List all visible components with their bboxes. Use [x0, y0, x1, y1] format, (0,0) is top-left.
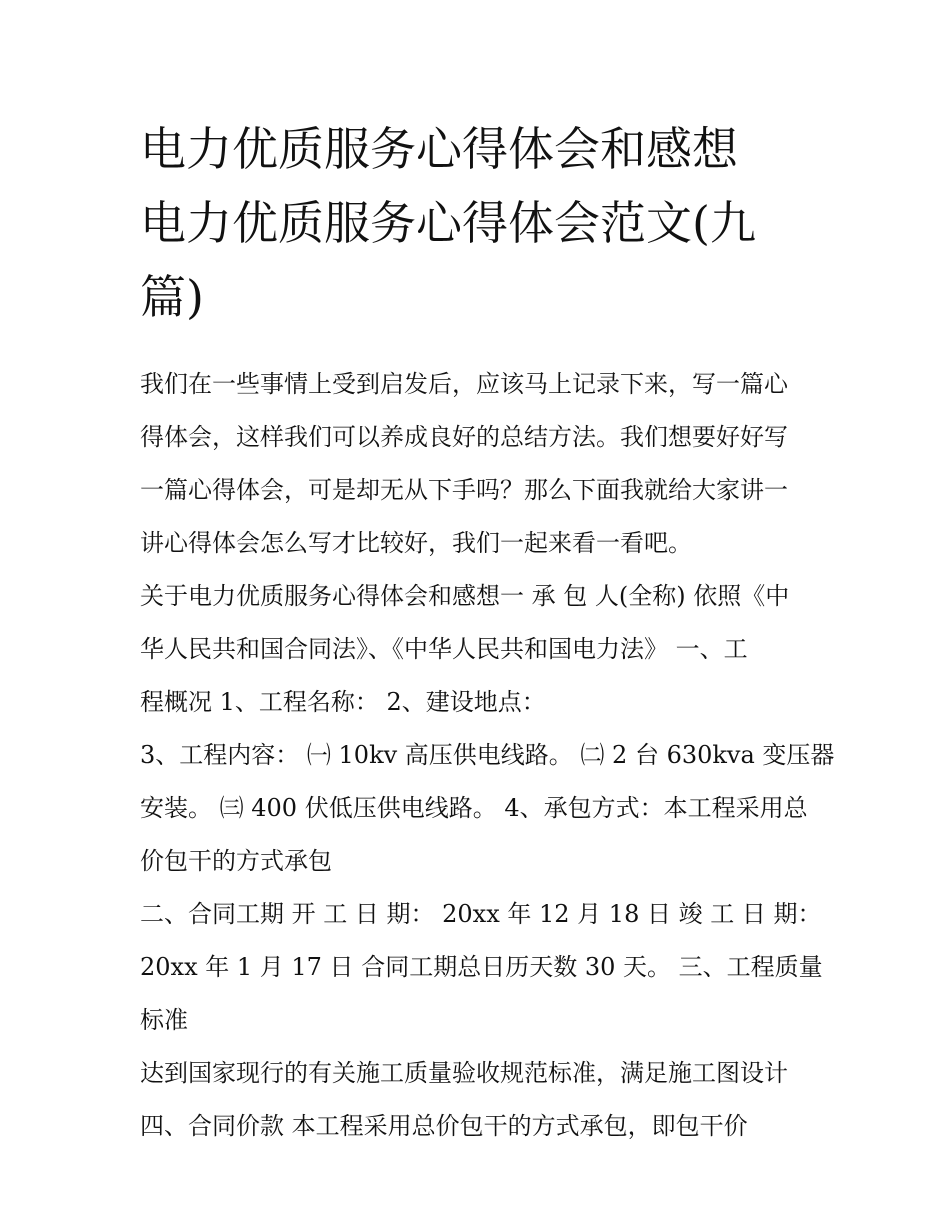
- text-line: 标准: [140, 1006, 188, 1034]
- title-line: 电力优质服务心得体会范文(九: [140, 196, 756, 250]
- text-line: 程概况 1、工程名称： 2、建设地点：: [140, 688, 546, 716]
- paragraph-contract-basis: [140, 570, 830, 729]
- document-page: [140, 112, 835, 1153]
- text-line: 价包干的方式承包: [140, 847, 332, 875]
- text-line: 安装。 ㈢ 400 伏低压供电线路。 4、承包方式：本工程采用总: [140, 794, 808, 822]
- paragraph-quality-price: [140, 1047, 830, 1153]
- text-line: 得体会，这样我们可以养成良好的总结方法。我们想要好好写: [140, 423, 788, 451]
- text-line: 讲心得体会怎么写才比较好，我们一起来看一看吧。: [140, 529, 692, 557]
- text-line: 二、合同工期 开 工 日 期： 20xx 年 12 月 18 日 竣 工 日 期：: [140, 900, 822, 928]
- text-line: 一篇心得体会，可是却无从下手吗？那么下面我就给大家讲一: [140, 476, 788, 504]
- text-line: 四、合同价款 本工程采用总价包干的方式承包，即包干价: [140, 1112, 748, 1140]
- text-line: 关于电力优质服务心得体会和感想一 承 包 人(全称) 依照《中: [140, 582, 790, 610]
- title-line: 电力优质服务心得体会和感想: [140, 122, 738, 176]
- paragraph-project-content: [140, 729, 835, 888]
- text-line: 20xx 年 1 月 17 日 合同工期总日历天数 30 天。 三、工程质量: [140, 953, 823, 981]
- text-line: 达到国家现行的有关施工质量验收规范标准，满足施工图设计: [140, 1059, 788, 1087]
- document-title: [140, 112, 830, 334]
- text-line: 我们在一些事情上受到启发后，应该马上记录下来，写一篇心: [140, 370, 788, 398]
- title-line: 篇): [140, 270, 204, 324]
- text-line: 3、工程内容： ㈠ 10kv 高压供电线路。 ㈡ 2 台 630kva 变压器: [140, 741, 835, 769]
- paragraph-intro: [140, 358, 830, 570]
- document-body: [140, 358, 835, 1153]
- text-line: 华人民共和国合同法》、《中华人民共和国电力法》 一、工: [140, 635, 748, 663]
- paragraph-contract-period: [140, 888, 830, 1047]
